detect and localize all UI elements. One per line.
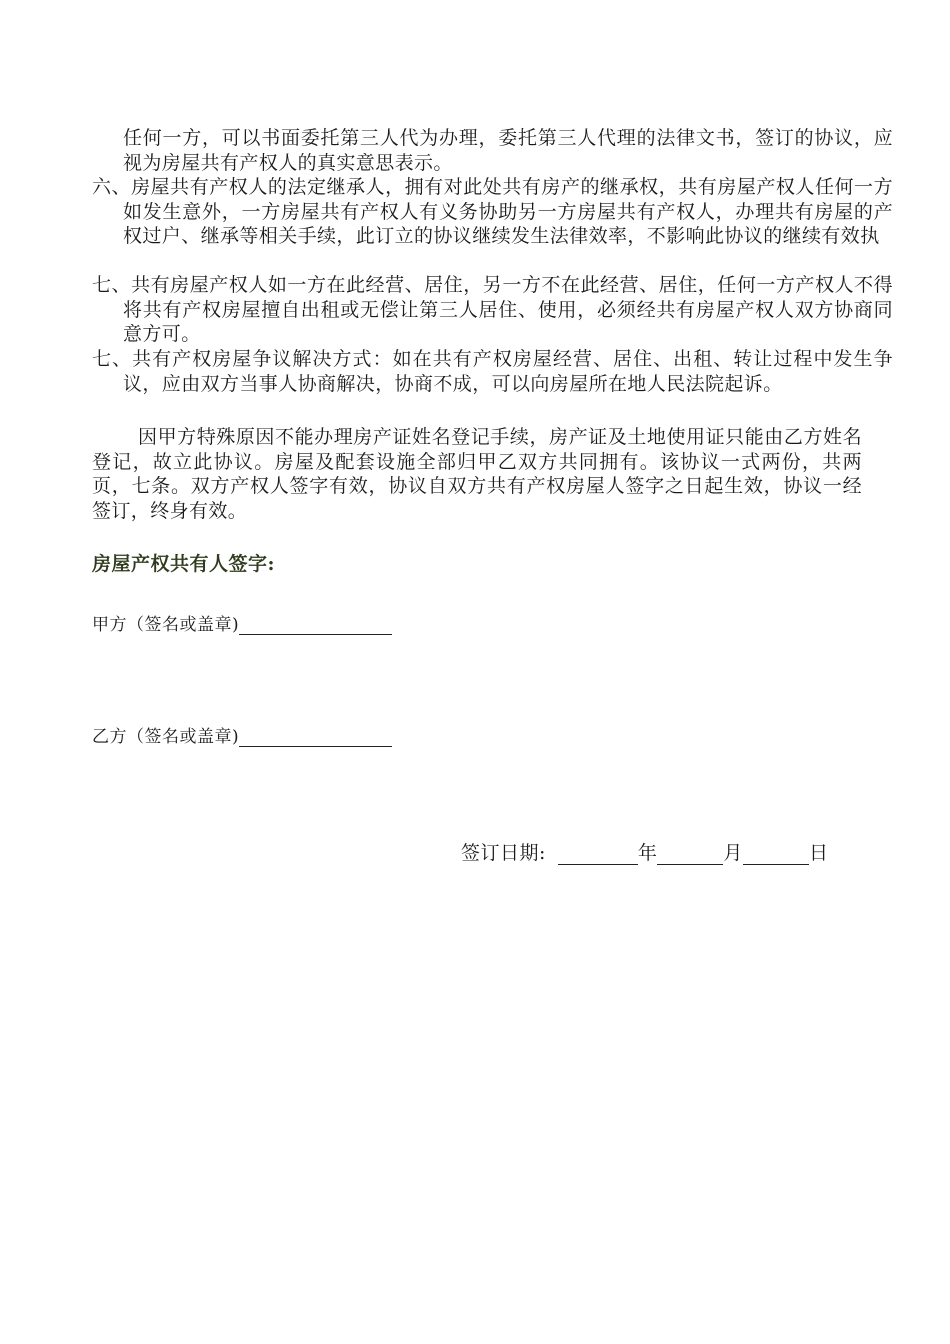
date-year-label: 年	[637, 842, 658, 864]
closing-paragraph: 因甲方特殊原因不能办理房产证姓名登记手续，房产证及土地使用证只能由乙方姓名登记，故立此协议。房屋及配套设施全部归甲乙双方共同拥有。该协议一式两份，共两页，七条。双方产权人签字有效，协议自双方共有产权房屋人签字之日起生效，协议一经签订，终身有效。	[92, 426, 862, 522]
date-label: 签订日期:	[461, 842, 546, 864]
party-b-label: 乙方（签名或盖章)	[92, 727, 240, 747]
date-month-blank[interactable]	[657, 846, 723, 865]
clause-6: 六、房屋共有产权人的法定继承人，拥有对此处共有房产的继承权，共有房屋产权人任何一方如发生意外，一方房屋共有产权人有义务协助另一方房屋共有产权人，办理共有房屋的产权过户、继承等相关手续，此订立的协议继续发生法律效率，不影响此协议的继续有效执	[92, 176, 893, 247]
clause-7-dispute: 七、共有产权房屋争议解决方式：如在共有产权房屋经营、居住、出租、转让过程中发生争议，应由双方当事人协商解决，协商不成，可以向房屋所在地人民法院起诉。	[92, 348, 893, 395]
date-year-blank[interactable]	[558, 846, 638, 865]
date-month-label: 月	[723, 842, 743, 864]
signature-section-title: 房屋产权共有人签字:	[92, 553, 276, 575]
clause-5-continuation: 任何一方，可以书面委托第三人代为办理，委托第三人代理的法律文书，签订的协议，应视为房屋共有产权人的真实意思表示。	[123, 127, 893, 174]
signing-date	[461, 838, 828, 865]
date-day-label: 日	[808, 842, 829, 864]
party-b-signature-blank[interactable]	[239, 728, 392, 747]
party-a-signature-blank[interactable]	[239, 616, 392, 635]
date-day-blank[interactable]	[743, 846, 809, 865]
party-a-label: 甲方（签名或盖章)	[92, 615, 240, 635]
party-b-signature	[92, 722, 392, 747]
clause-7-occupancy: 七、共有房屋产权人如一方在此经营、居住，另一方不在此经营、居住，任何一方产权人不得将共有产权房屋擅自出租或无偿让第三人居住、使用，必须经共有房屋产权人双方协商同意方可。	[92, 274, 893, 345]
party-a-signature	[92, 610, 392, 635]
